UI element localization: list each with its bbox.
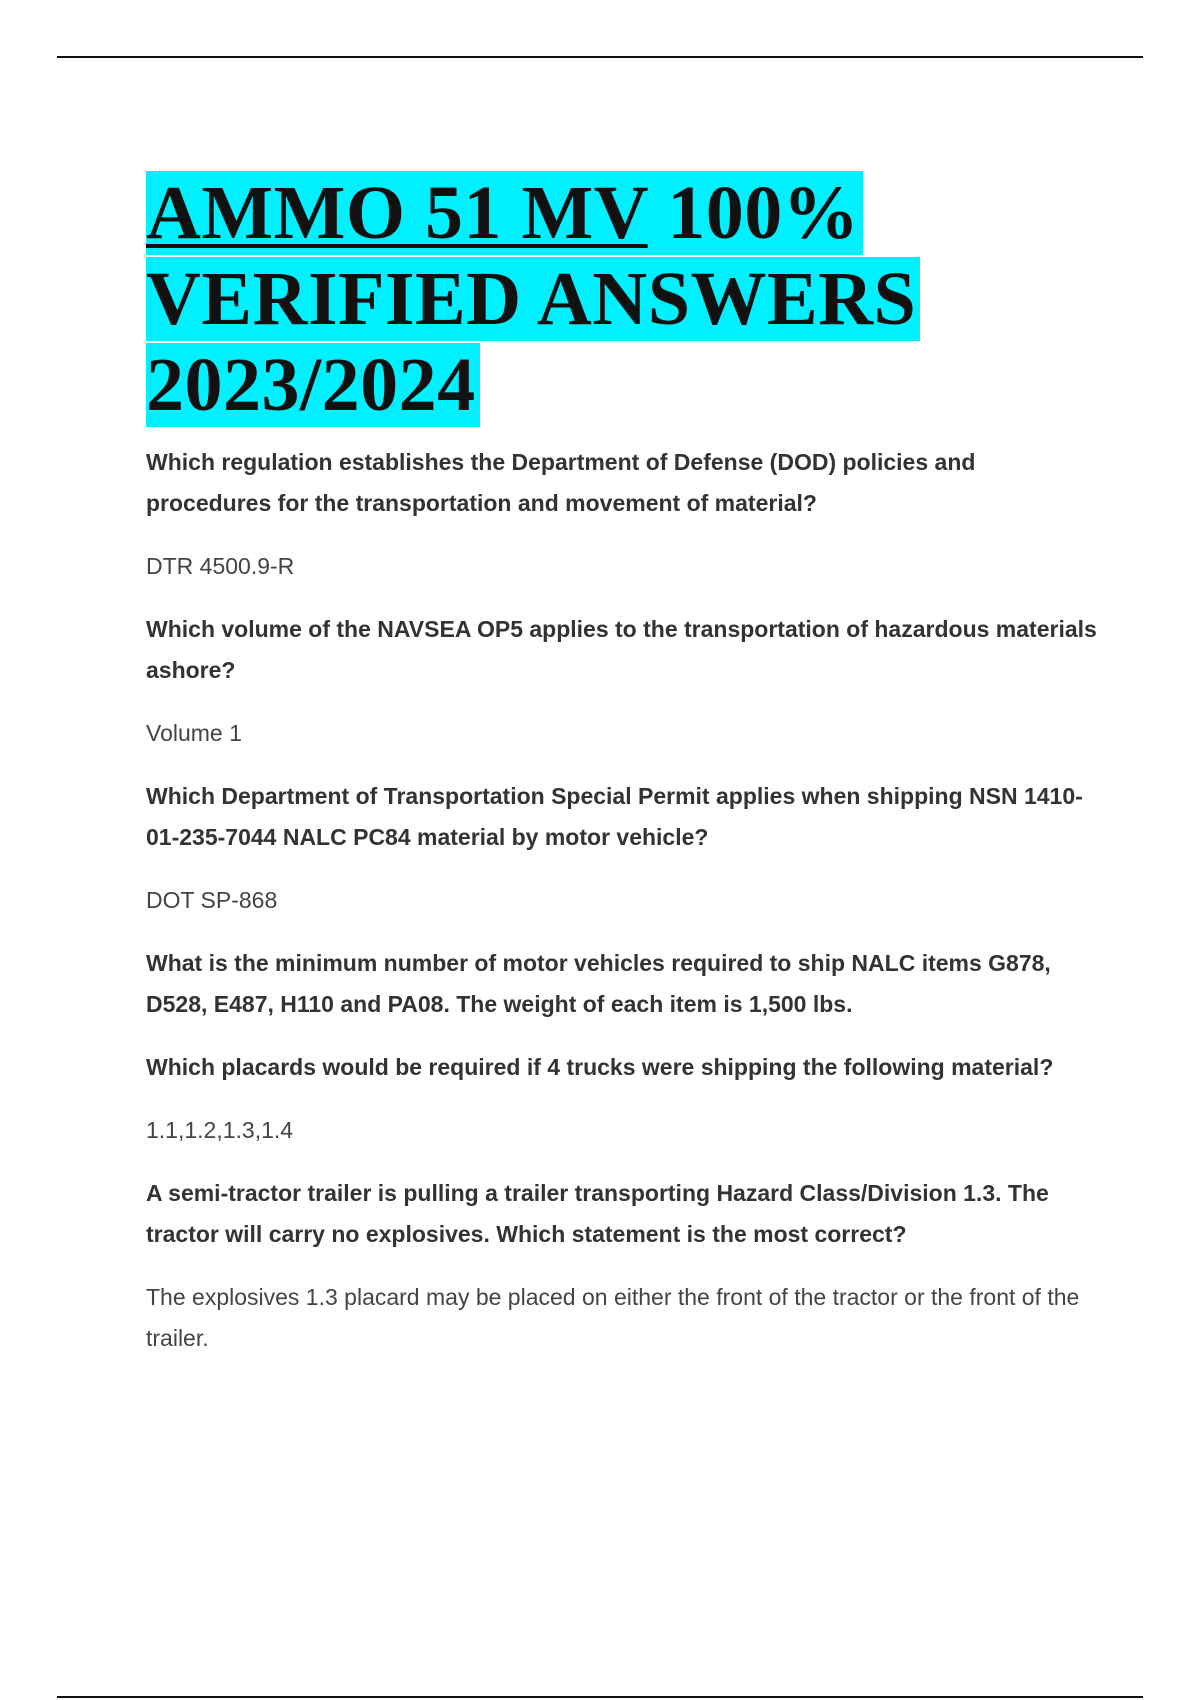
qa-list [146, 442, 1106, 1359]
answer-text: Volume 1 [146, 720, 242, 746]
qa-item [146, 609, 1106, 754]
answer-text: 1.1,1.2,1.3,1.4 [146, 1117, 294, 1143]
qa-item [146, 1047, 1106, 1151]
answer-text: The explosives 1.3 placard may be placed on either the front of the tractor or the front of the trailer. [146, 1284, 1080, 1351]
qa-item [146, 776, 1106, 921]
question-text: Which placards would be required if 4 trucks were shipping the following material? [146, 1054, 1054, 1080]
qa-item [146, 943, 1106, 1025]
question-text: Which volume of the NAVSEA OP5 applies to the transportation of hazardous materials ashore? [146, 616, 1097, 683]
document-body [146, 170, 1106, 1381]
document-title [146, 170, 1106, 428]
footer-rule [57, 1696, 1143, 1698]
question-text: Which Department of Transportation Special Permit applies when shipping NSN 1410-01-235-7044 NALC PC84 material by motor vehicle? [146, 783, 1083, 850]
answer-text: DTR 4500.9-R [146, 553, 295, 579]
qa-item [146, 442, 1106, 587]
title-rest: 100% VERIFIED ANSWERS 2023/2024 [146, 171, 917, 427]
qa-item [146, 1173, 1106, 1359]
title-underlined-part: AMMO 51 MV [146, 171, 648, 255]
question-text: A semi-tractor trailer is pulling a trailer transporting Hazard Class/Division 1.3. The tractor will carry no explosives. Which statement is the most correct? [146, 1180, 1049, 1247]
answer-text: DOT SP-868 [146, 887, 278, 913]
header-rule [57, 56, 1143, 58]
question-text: What is the minimum number of motor vehicles required to ship NALC items G878, D528, E487, H110 and PA08. The weight of each item is 1,500 lbs. [146, 950, 1051, 1017]
question-text: Which regulation establishes the Department of Defense (DOD) policies and procedures for the transportation and movement of material? [146, 449, 976, 516]
